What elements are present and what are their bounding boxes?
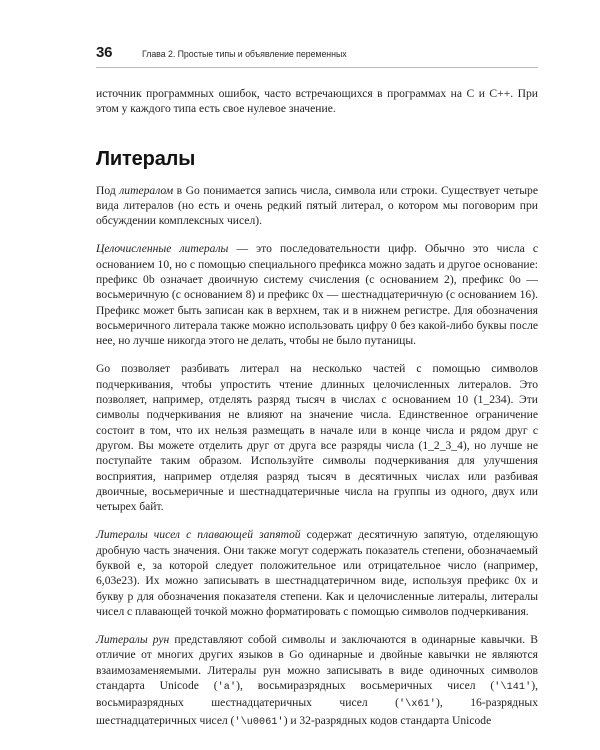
section-heading-literals: Литералы (96, 147, 196, 170)
code-rune-unicode16: '\u0061' (234, 716, 284, 728)
rune-part-3: ), восьмиразрядных шестнадцатеричных чисел ( (96, 679, 538, 710)
definition-term: литералом (119, 183, 174, 197)
header-divider (96, 67, 538, 68)
paragraph-underscores: Go позволяет разбивать литерал на несколько частей с помощью символов подчеркивания, чтобы упростить чтение длинных целочисленных литералов. Это позволяет, например, отделять разряд тысяч в числах с основанием 10 (1_234). Эти символы подчеркивания не влияют на значение числа. Единственное ограничение состоит в том, что их нельзя размещать в начале или в конце числа и рядом друг с другом. Вы можете отделить друг от друга все разряды числа (1_2_3_4), но лучше не поступайте таким образом. Используйте символы подчеркивания для улучшения восприятия, например отделяя разряд тысяч в десятичных числах или разбивая двоичные, восьмеричные и шестнадцатеричные числа на группы из одного, двух или четырех байт. (96, 362, 538, 514)
integer-body: — это последовательности цифр. Обычно это числа с основанием 10, но с помощью специального префикса можно задать и другое основание: префикс 0b означает двоичную систему счисления (с основанием 2), префикс 0o — восьмеричную (с основанием 8) и префикс 0x — шестнадцатеричную (с основанием 16). Префикс может быть записан как в верхнем, так и в нижнем регистре. Для обозначения восьмеричного литерала также можно использовать цифру 0 без какой-либо буквы после нее, но лучше никогда этого не делать, чтобы не было путаницы. (96, 242, 538, 348)
paragraph-intro: источник программных ошибок, часто встречающихся в программах на C и C++. При этом у каждого типа есть свое нулевое значение. (96, 87, 538, 116)
code-rune-octal: '\141' (494, 682, 532, 694)
float-term: Литералы чисел с плавающей запятой (96, 528, 301, 542)
integer-term: Целочисленные литералы (96, 242, 229, 256)
chapter-title: Глава 2. Простые типы и объявление переменных (142, 48, 347, 59)
definition-after: в Go понимается запись числа, символа или строки. Существует четыре вида литералов (но есть и очень редкий пятый литерал, о котором мы поговорим при обсуждении комплексных чисел). (96, 183, 538, 228)
rune-part-1: представляют собой символы и заключаются в одинарные кавычки. В отличие от многих других языков в Go одинарные и двойные кавычки не являются взаимозаменяемыми. Литералы рун можно записывать в виде одиночных символов стандарта Unicode ( (96, 633, 538, 693)
definition-before: Под (96, 183, 120, 197)
paragraph-float-literals (96, 527, 538, 619)
running-head (96, 44, 538, 61)
paragraph-definition (96, 183, 538, 229)
code-rune-hex8: '\x61' (399, 699, 436, 711)
paragraph-integer-literals (96, 241, 538, 348)
rune-term: Литералы рун (96, 633, 170, 646)
code-rune-char: 'a' (217, 682, 237, 694)
rune-part-2: ), восьмиразрядных восьмеричных чисел ( (236, 679, 495, 693)
page-number: 36 (96, 44, 113, 61)
float-body: содержат десятичную запятую, отделяющую дробную часть значения. Они также могут содержать показатель степени, обозначаемый буквой e, за которой следует положительное или отрицательное число (например, 6,03e23). Их можно записывать в шестнадцатеричном виде, используя префикс 0x и букву p для обозначения показателя степени. Как и целочисленные литералы, литералы чисел с плавающей точкой можно форматировать с помощью символов подчеркивания. (96, 528, 538, 619)
rune-part-5: ) и 32-разрядных кодов стандарта Unicode (283, 713, 492, 727)
paragraph-rune-literals (96, 632, 538, 730)
rune-part-4: ), 16-разрядных шестнадцатеричных чисел ( (96, 696, 538, 727)
text-block (96, 86, 538, 730)
